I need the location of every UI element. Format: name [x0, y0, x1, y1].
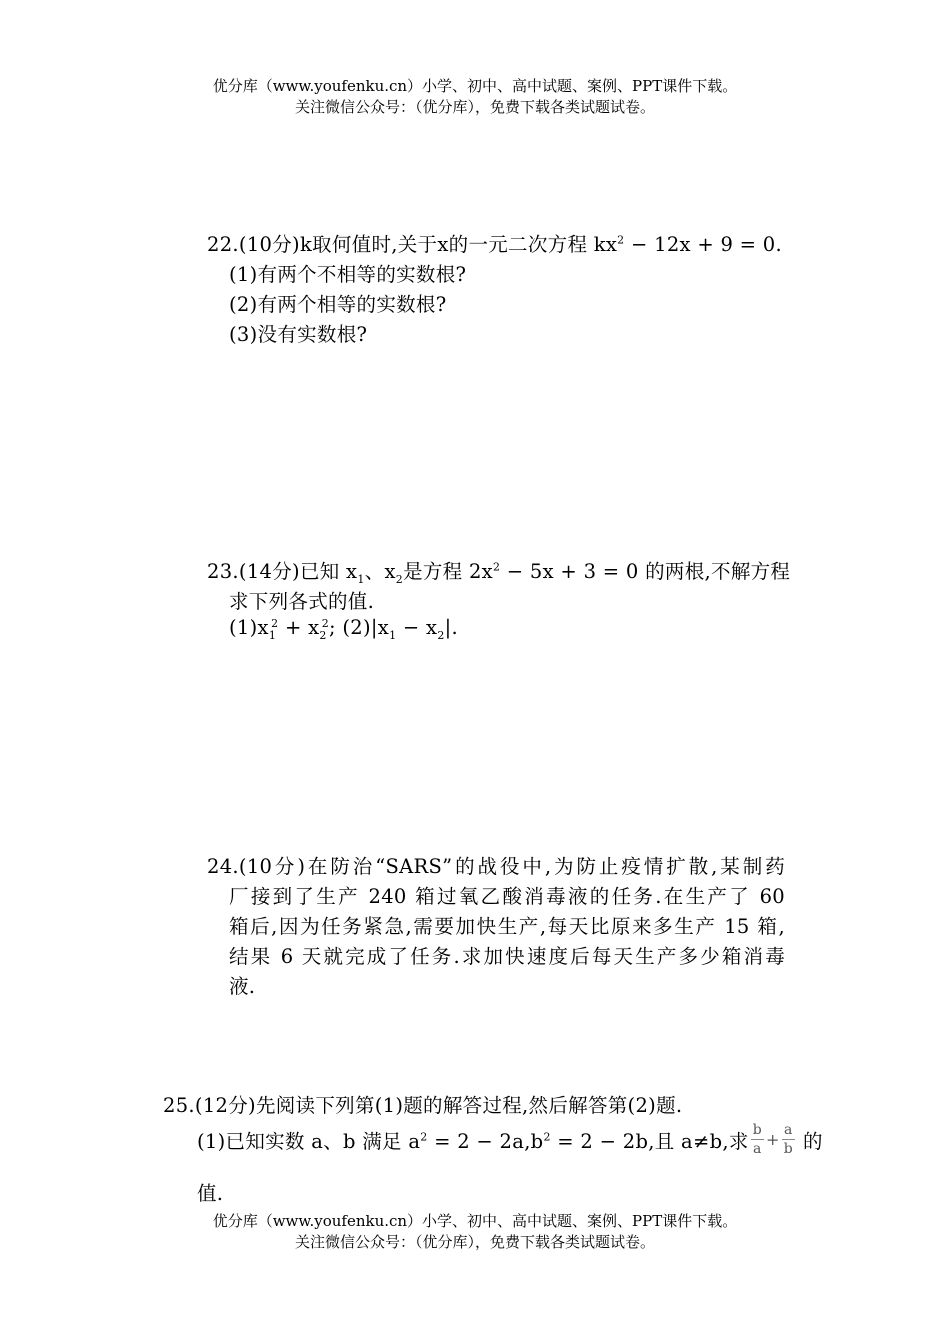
q22-part-2: (2)有两个相等的实数根?: [229, 293, 447, 316]
q25-exponent: 2: [420, 1130, 428, 1143]
header-line-2: 关注微信公众号：（优分库），免费下载各类试题试卷。: [294, 98, 655, 116]
q22-exponent: 2: [617, 233, 625, 247]
q23-text-c: 是方程 2x: [403, 560, 493, 583]
q23-part2-a: ; (2)|x: [329, 616, 390, 639]
q23-part2-b: − x: [396, 616, 438, 639]
q25-text-b: = 2 − 2a,b: [427, 1129, 544, 1153]
page-footer: [0, 1211, 950, 1253]
fraction-b-over-a: [751, 1121, 764, 1158]
q22-stem: [207, 229, 782, 257]
q25-expression: [749, 1121, 823, 1158]
q23-stem-line-1: [207, 556, 791, 586]
q23-part2-c: |.: [444, 616, 459, 639]
q23-sub: 1: [268, 628, 277, 642]
q23-part1-a: (1)x: [229, 616, 269, 639]
fraction-denominator: a: [753, 1141, 762, 1157]
q25-text-d: 的: [802, 1129, 823, 1153]
q23-sub: 1: [357, 572, 365, 586]
fraction-a-over-b: [782, 1121, 795, 1158]
q23-sub: 1: [389, 628, 397, 642]
q24-line-1: 24.(10分)在防治“SARS”的战役中,为防止疫情扩散,某制药: [207, 855, 785, 878]
q25-text-a: (1)已知实数 a、b 满足 a: [197, 1129, 421, 1153]
q24-line-2: 厂接到了生产 240 箱过氧乙酸消毒液的任务.在生产了 60: [229, 885, 785, 908]
q23-exponent: 2: [492, 560, 501, 574]
page-header: [0, 76, 950, 118]
q23-stem-line-2: 求下列各式的值.: [229, 590, 375, 613]
q23-sup: 2: [271, 616, 279, 630]
fraction-numerator: a: [782, 1121, 795, 1140]
footer-line-1: 优分库（www.youfenku.cn）小学、初中、高中试题、案例、PPT课件下载。: [212, 1212, 738, 1230]
q24-line-5: 液.: [229, 975, 256, 998]
q25-text-c: = 2 − 2b,且 a≠b,求: [550, 1129, 749, 1153]
q23-sub: 2: [319, 628, 327, 642]
q25-line-2-text: [197, 1126, 749, 1154]
footer-line-2: 关注微信公众号：（优分库），免费下载各类试题试卷。: [294, 1233, 655, 1251]
q23-text-d: − 5x + 3 = 0 的两根,不解方程: [500, 560, 791, 583]
fraction-denominator: b: [783, 1141, 793, 1157]
q23-sub: 2: [395, 572, 404, 586]
q22-stem-text: 22.(10分)k取何值时,关于x的一元二次方程 kx: [207, 233, 618, 256]
header-line-1: 优分库（www.youfenku.cn）小学、初中、高中试题、案例、PPT课件下载。: [212, 77, 738, 95]
q25-line-2: [197, 1121, 823, 1158]
q22-part-3: (3)没有实数根?: [229, 323, 368, 346]
q22-part-1: (1)有两个不相等的实数根?: [229, 263, 467, 286]
q24-line-3: 箱后,因为任务紧急,需要加快生产,每天比原来多生产 15 箱,: [229, 915, 785, 938]
q23-text-b: 、x: [364, 560, 396, 583]
q23-parts: [229, 616, 459, 642]
q23-text-a: 23.(14分)已知 x: [207, 560, 358, 583]
q24-line-4: 结果 6 天就完成了任务.求加快速度后每天生产多少箱消毒: [229, 945, 785, 968]
q22-stem-suffix: − 12x + 9 = 0.: [624, 233, 783, 256]
q25-line-3: 值.: [197, 1182, 224, 1205]
q23-sup: 2: [321, 616, 330, 630]
q23-part1-b: + x: [278, 616, 320, 639]
q25-exponent: 2: [543, 1130, 551, 1143]
q23-sub: 2: [437, 628, 445, 642]
fraction-numerator: b: [752, 1122, 762, 1138]
plus-sign: +: [765, 1130, 780, 1149]
q25-line-1: 25.(12分)先阅读下列第(1)题的解答过程,然后解答第(2)题.: [163, 1094, 683, 1117]
